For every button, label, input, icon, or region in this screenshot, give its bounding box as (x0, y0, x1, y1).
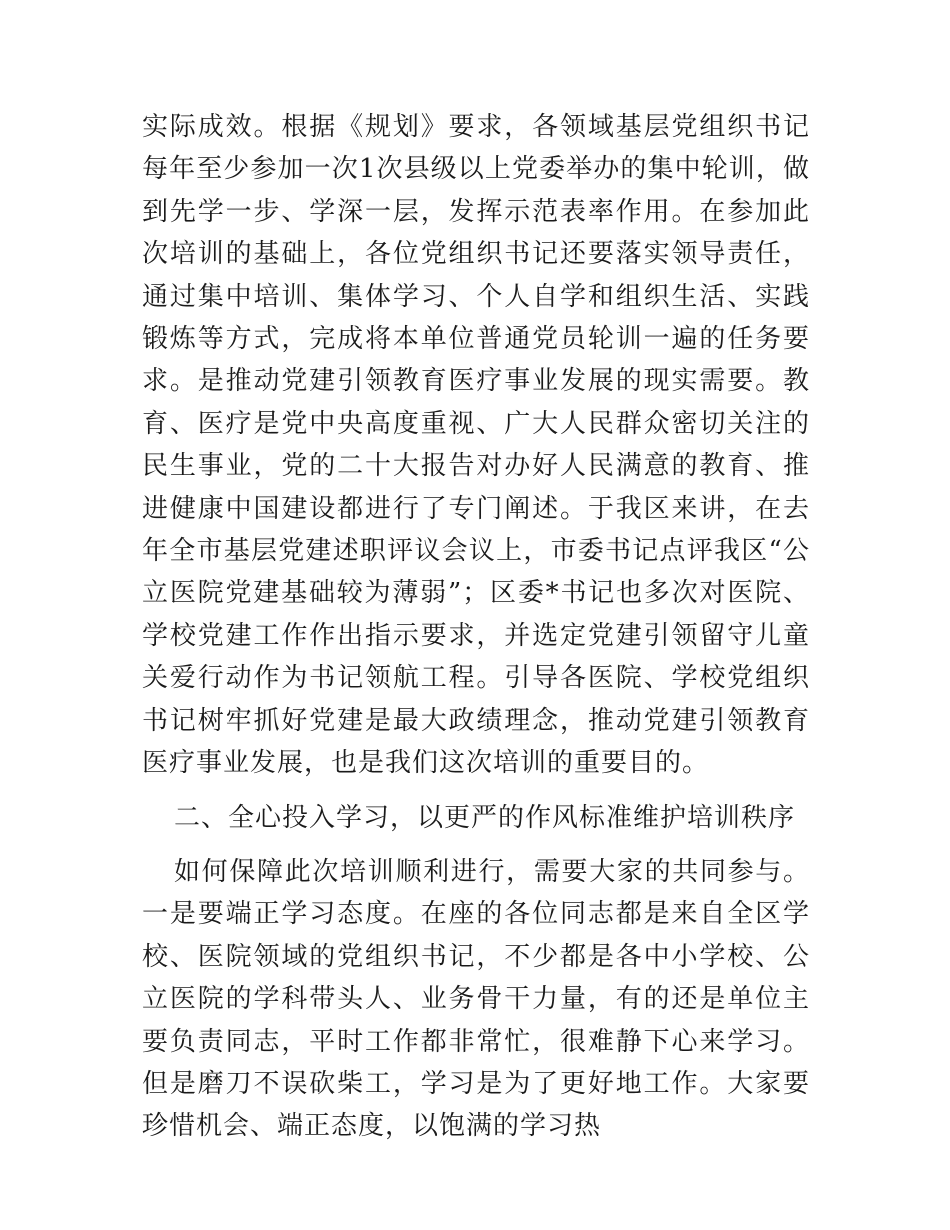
document-body (142, 106, 810, 1148)
paragraph-2: 如何保障此次培训顺利进行，需要大家的共同参与。一是要端正学习态度。在座的各位同志都是来自全区学校、医院领域的党组织书记，不少都是各中小学校、公立医院的学科带头人、业务骨干力量，有的还是单位主要负责同志，平时工作都非常忙，很难静下心来学习。但是磨刀不误砍柴工，学习是为了更好地工作。大家要珍惜机会、端正态度，以饱满的学习热 (142, 856, 810, 1142)
section-heading: 二、全心投入学习，以更严的作风标准维护培训秩序 (174, 802, 796, 833)
paragraph-1: 实际成效。根据《规划》要求，各领域基层党组织书记每年至少参加一次1次县级以上党委举办的集中轮训，做到先学一步、学深一层，发挥示范表率作用。在参加此次培训的基础上，各位党组织书记还要落实领导责任，通过集中培训、集体学习、个人自学和组织生活、实践锻炼等方式，完成将本单位普通党员轮训一遍的任务要求。是推动党建引领教育医疗事业发展的现实需要。教育、医疗是党中央高度重视、广大人民群众密切关注的民生事业，党的二十大报告对办好人民满意的教育、推进健康中国建设都进行了专门阐述。于我区来讲，在去年全市基层党建述职评议会议上，市委书记点评我区“公立医院党建基础较为薄弱”；区委*书记也多次对医院、学校党建工作作出指示要求，并选定党建引领留守儿童关爱行动作为书记领航工程。引导各医院、学校党组织书记树牢抓好党建是最大政绩理念，推动党建引领教育医疗事业发展，也是我们这次培训的重要目的。 (142, 112, 810, 779)
